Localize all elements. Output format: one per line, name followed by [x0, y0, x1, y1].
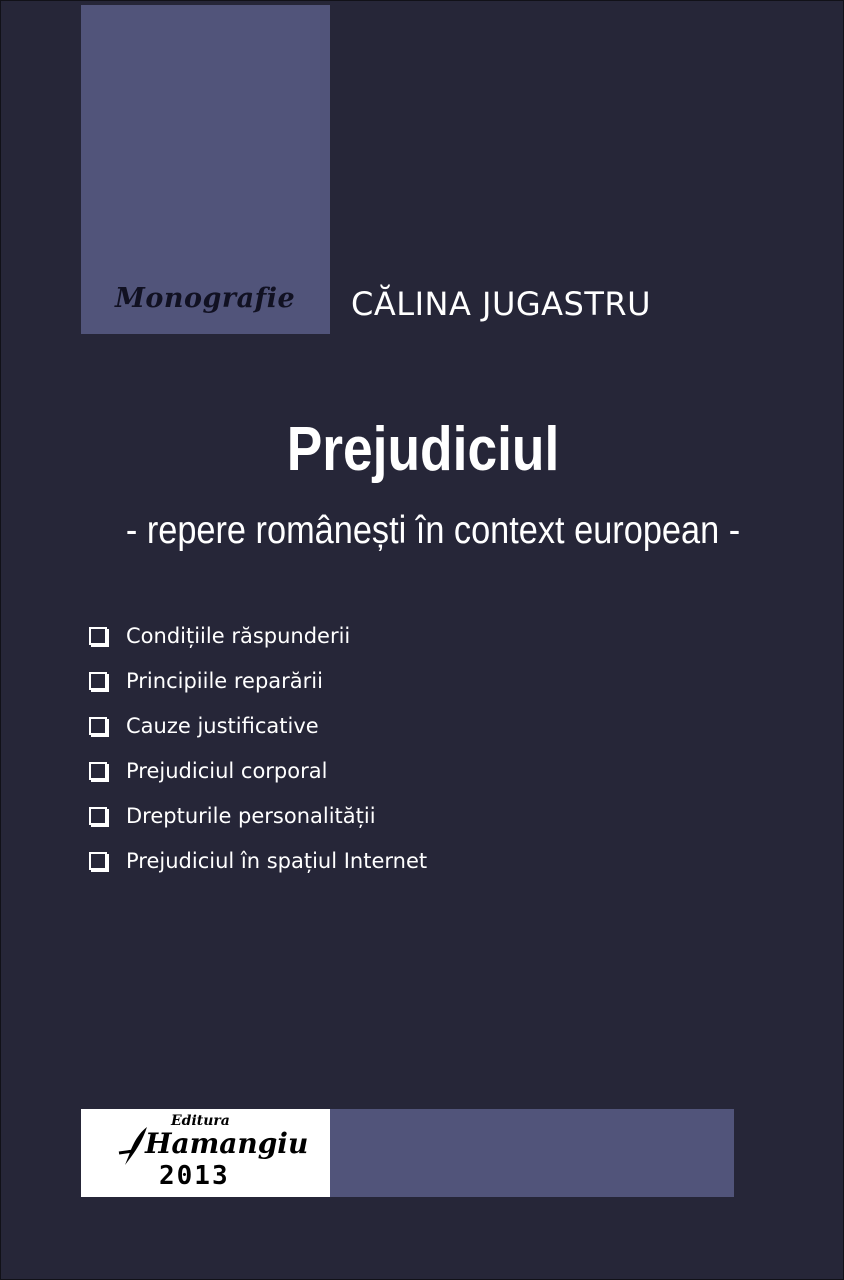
- topic-label: Drepturile personalității: [126, 803, 376, 828]
- author-name: CĂLINA JUGASTRU: [351, 285, 652, 323]
- publisher-prefix: Editura: [171, 1113, 230, 1129]
- publisher-bar: [330, 1109, 734, 1197]
- topic-label: Cauze justificative: [126, 713, 319, 738]
- book-subtitle: - repere românești în context european -: [125, 509, 741, 552]
- list-item: [89, 748, 427, 793]
- publisher-name: Hamangiu: [145, 1127, 309, 1160]
- topic-label: Condițiile răspunderii: [126, 623, 351, 648]
- publisher-logo: [81, 1109, 330, 1197]
- checkbox-icon: [89, 717, 107, 735]
- book-title: Prejudiciul: [286, 415, 560, 484]
- topic-label: Prejudiciul corporal: [126, 758, 328, 783]
- topic-list: [89, 613, 427, 883]
- topic-label: Principiile reparării: [126, 668, 323, 693]
- series-label: Monografie: [115, 283, 296, 314]
- checkbox-icon: [89, 672, 107, 690]
- list-item: [89, 793, 427, 838]
- checkbox-icon: [89, 807, 107, 825]
- list-item: [89, 838, 427, 883]
- list-item: [89, 613, 427, 658]
- checkbox-icon: [89, 852, 107, 870]
- checkbox-icon: [89, 627, 107, 645]
- publication-year: 2013: [159, 1161, 230, 1191]
- list-item: [89, 703, 427, 748]
- list-item: [89, 658, 427, 703]
- topic-label: Prejudiciul în spațiul Internet: [126, 848, 428, 873]
- checkbox-icon: [89, 762, 107, 780]
